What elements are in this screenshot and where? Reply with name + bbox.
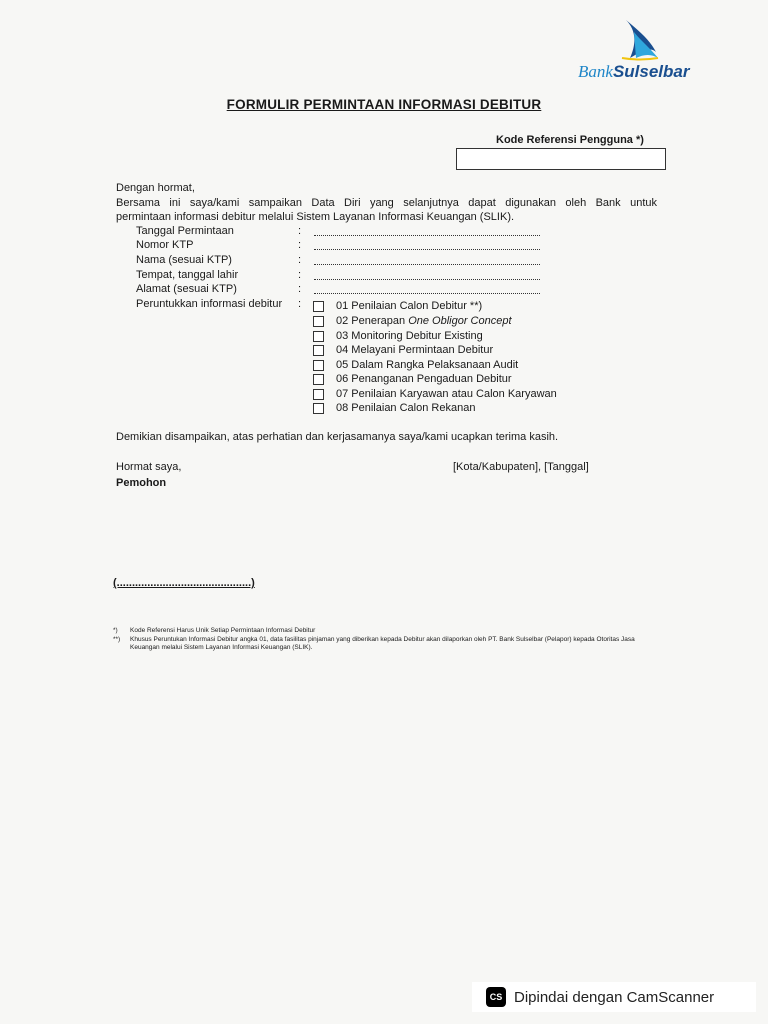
field-colon: : [298,254,302,266]
option-02[interactable] [313,314,512,328]
option-label: 05 Dalam Rangka Pelaksanaan Audit [336,359,519,371]
field-label-peruntukkan: Peruntukkan informasi debitur [136,298,283,310]
intro-paragraph [116,181,657,225]
footnote-mark: **) [113,635,121,643]
kota-tanggal: [Kota/Kabupaten], [Tanggal] [453,461,589,473]
intro-line-1: Bersama ini saya/kami sampaikan Data Diri yang selanjutnya dapat digunakan oleh Bank untuk [116,196,657,209]
checkbox[interactable] [313,389,324,400]
kode-referensi-field[interactable] [456,148,666,170]
option-label-italic: One Obligor Concept [408,315,512,327]
footnote [113,636,658,653]
checkbox[interactable] [313,316,324,327]
camscanner-watermark [472,982,756,1012]
checkbox[interactable] [313,345,324,356]
field-label-ktp: Nomor KTP [136,239,194,251]
footnote-text: Kode Referensi Harus Unik Setiap Permintaan Informasi Debitur [130,627,316,634]
field-label-alamat: Alamat (sesuai KTP) [136,283,237,295]
bank-sulselbar-emblem [620,18,660,64]
greeting: Dengan hormat, [116,182,195,194]
logo-wordmark: BankSulselbar [578,62,690,81]
option-01[interactable] [313,299,482,313]
footnotes [113,627,658,653]
checkbox[interactable] [313,301,324,312]
tempat-tanggal-lahir-field[interactable] [314,270,540,280]
option-label: 06 Penanganan Pengaduan Debitur [336,373,512,385]
signature-line: (............................................) [113,577,255,589]
footnote-mark: *) [113,627,118,634]
option-05[interactable] [313,358,518,372]
alamat-field[interactable] [314,284,540,294]
option-label: 03 Monitoring Debitur Existing [336,330,483,342]
footnote [113,627,658,636]
option-08[interactable] [313,401,475,415]
option-label: 01 Penilaian Calon Debitur **) [336,300,483,312]
option-label: 02 Penerapan [336,315,406,327]
option-label: 07 Penilaian Karyawan atau Calon Karyawan [336,388,557,400]
option-06[interactable] [313,372,512,386]
footnote-text: Khusus Peruntukan Informasi Debitur angka 01, data fasilitas pinjaman yang diberikan kepada Debitur akan dilaporkan oleh PT. Bank Sulselbar (Pelapor) kepada Otoritas Jasa Keuangan melalui Sistem Layanan Informasi Keuangan (SLIK). [130,635,635,651]
checkbox[interactable] [313,374,324,385]
option-label: 08 Penilaian Calon Rekanan [336,402,476,414]
closing-sentence: Demikian disampaikan, atas perhatian dan kerjasamanya saya/kami ucapkan terima kasih. [116,431,559,443]
camscanner-text: Dipindai dengan CamScanner [514,988,715,1006]
field-colon: : [298,298,302,310]
intro-line-2: permintaan informasi debitur melalui Sistem Layanan Informasi Keuangan (SLIK). [116,211,515,223]
camscanner-icon: CS [486,987,506,1007]
option-label: 04 Melayani Permintaan Debitur [336,344,494,356]
checkbox[interactable] [313,360,324,371]
bank-sulselbar-logo [572,18,702,88]
field-label-ttl: Tempat, tanggal lahir [136,269,239,281]
field-colon: : [298,283,302,295]
field-colon: : [298,269,302,281]
nama-field[interactable] [314,255,540,265]
checkbox[interactable] [313,403,324,414]
option-03[interactable] [313,329,483,343]
tanggal-permintaan-field[interactable] [314,226,540,236]
field-colon: : [298,239,302,251]
pemohon-label: Pemohon [116,477,167,489]
checkbox[interactable] [313,331,324,342]
field-label-tanggal: Tanggal Permintaan [136,225,234,237]
hormat-saya: Hormat saya, [116,461,182,473]
option-04[interactable] [313,343,493,357]
nomor-ktp-field[interactable] [314,240,540,250]
option-07[interactable] [313,387,557,401]
field-label-nama: Nama (sesuai KTP) [136,254,232,266]
form-title: FORMULIR PERMINTAAN INFORMASI DEBITUR [226,97,542,112]
kode-referensi-label: Kode Referensi Pengguna *) [496,134,644,146]
field-colon: : [298,225,302,237]
